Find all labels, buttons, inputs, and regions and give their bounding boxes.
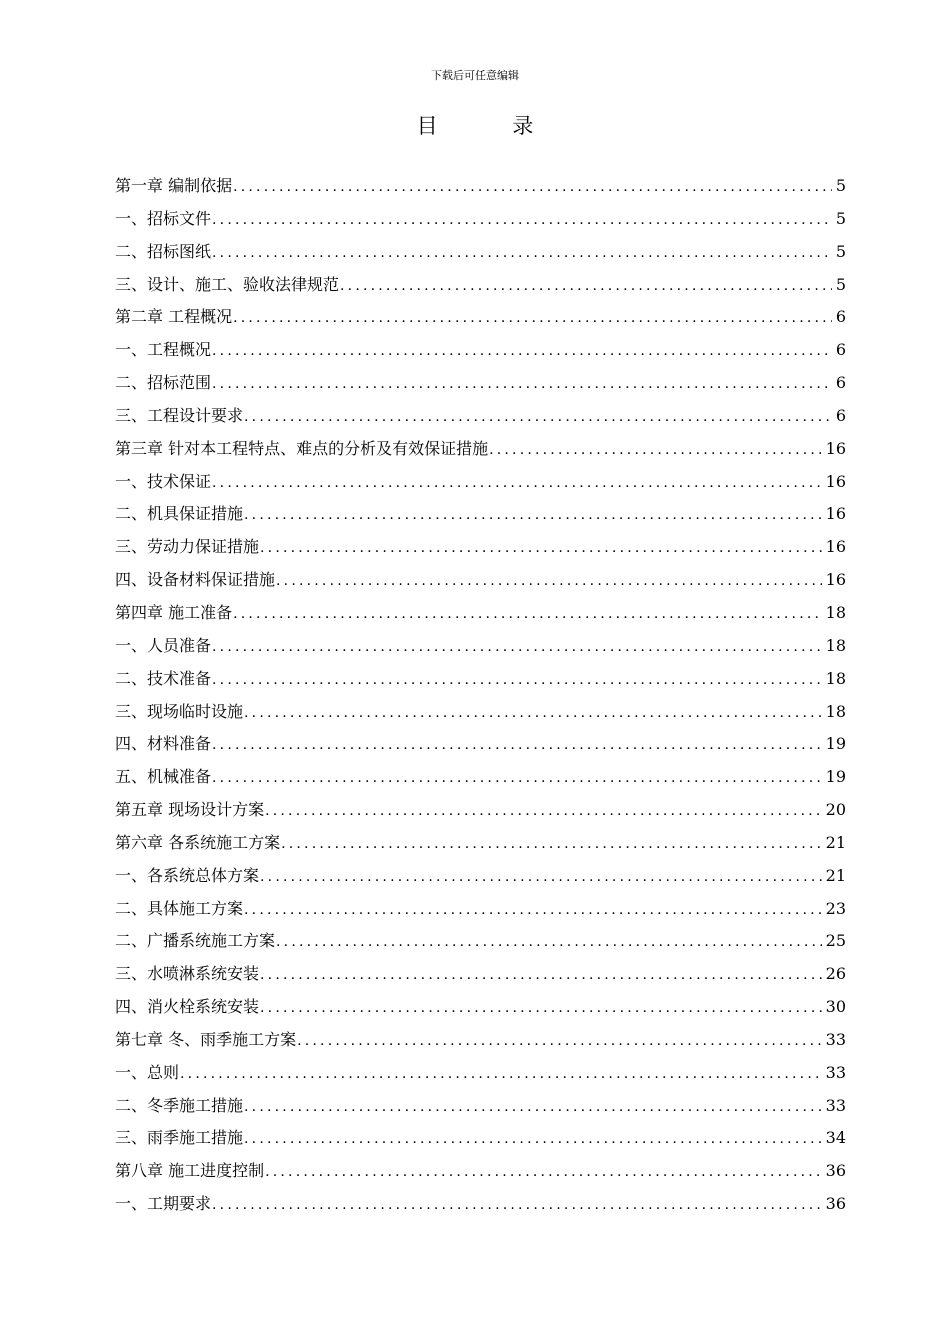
toc-dot-leader xyxy=(260,992,822,1024)
toc-entry-label: 三、劳动力保证措施 xyxy=(115,537,260,557)
toc-entry-page-number: 16 xyxy=(825,537,846,557)
toc-entry[interactable] xyxy=(115,597,846,630)
toc-entry[interactable] xyxy=(115,860,846,893)
toc-entry-page-number: 19 xyxy=(825,734,846,754)
toc-entry-label: 四、设备材料保证措施 xyxy=(115,570,276,590)
toc-entry[interactable] xyxy=(115,564,846,597)
toc-dot-leader xyxy=(212,335,832,367)
toc-dot-leader xyxy=(265,795,822,827)
toc-dot-leader xyxy=(212,664,822,696)
toc-entry-label: 二、冬季施工措施 xyxy=(115,1095,244,1115)
toc-dot-leader xyxy=(212,1189,822,1221)
toc-entry[interactable] xyxy=(115,630,846,663)
toc-entry-label: 第一章 编制依据 xyxy=(115,176,233,195)
toc-entry-label: 第二章 工程概况 xyxy=(115,307,233,327)
toc-entry[interactable] xyxy=(115,663,846,696)
toc-entry-page-number: 6 xyxy=(835,405,846,425)
toc-dot-leader xyxy=(260,959,822,991)
toc-entry[interactable] xyxy=(115,1024,846,1057)
toc-entry-label: 一、招标文件 xyxy=(115,208,212,228)
toc-entry[interactable] xyxy=(115,170,846,203)
toc-dot-leader xyxy=(297,1025,822,1057)
toc-entry-label: 三、设计、施工、验收法律规范 xyxy=(115,274,340,294)
toc-entry[interactable] xyxy=(115,827,846,860)
toc-dot-leader xyxy=(233,598,822,630)
toc-entry-label: 五、机械准备 xyxy=(115,767,212,787)
toc-entry-label: 第七章 冬、雨季施工方案 xyxy=(115,1029,297,1049)
toc-entry[interactable] xyxy=(115,761,846,794)
toc-entry-page-number: 36 xyxy=(825,1161,846,1181)
toc-entry[interactable] xyxy=(115,728,846,761)
toc-dot-leader xyxy=(233,302,832,334)
toc-entry[interactable] xyxy=(115,1057,846,1090)
toc-entry[interactable] xyxy=(115,433,846,466)
toc-entry-page-number: 18 xyxy=(825,602,846,622)
toc-entry-page-number: 18 xyxy=(825,668,846,688)
toc-entry-page-number: 5 xyxy=(835,208,846,228)
toc-entry-label: 第六章 各系统施工方案 xyxy=(115,832,281,852)
toc-entry-page-number: 21 xyxy=(825,865,846,885)
toc-dot-leader xyxy=(489,434,822,466)
toc-dot-leader xyxy=(212,368,832,400)
toc-entry-page-number: 33 xyxy=(825,1029,846,1049)
toc-entry-label: 第四章 施工准备 xyxy=(115,602,233,622)
toc-entry[interactable] xyxy=(115,925,846,958)
toc-entry-page-number: 6 xyxy=(835,307,846,327)
toc-dot-leader xyxy=(212,631,822,663)
toc-entry-page-number: 30 xyxy=(825,997,846,1017)
toc-dot-leader xyxy=(244,697,822,729)
toc-entry-label: 一、人员准备 xyxy=(115,635,212,655)
toc-dot-leader xyxy=(212,237,832,269)
document-title: 目 录 xyxy=(416,114,568,138)
toc-entry[interactable] xyxy=(115,1188,846,1221)
toc-entry-page-number: 23 xyxy=(825,898,846,918)
toc-entry[interactable] xyxy=(115,236,846,269)
toc-entry-label: 二、技术准备 xyxy=(115,668,212,688)
toc-entry-label: 四、消火栓系统安装 xyxy=(115,997,260,1017)
toc-dot-leader xyxy=(212,762,822,794)
toc-entry[interactable] xyxy=(115,301,846,334)
toc-entry-label: 一、各系统总体方案 xyxy=(115,865,260,885)
toc-entry-label: 二、招标范围 xyxy=(115,373,212,393)
toc-entry[interactable] xyxy=(115,531,846,564)
table-of-contents xyxy=(115,170,846,1221)
toc-dot-leader xyxy=(244,1091,822,1123)
toc-entry-page-number: 16 xyxy=(825,504,846,524)
toc-entry-label: 一、工程概况 xyxy=(115,340,212,360)
toc-dot-leader xyxy=(244,499,822,531)
toc-entry-page-number: 19 xyxy=(825,767,846,787)
toc-entry-page-number: 20 xyxy=(825,800,846,820)
toc-dot-leader xyxy=(260,861,822,893)
toc-entry-label: 第五章 现场设计方案 xyxy=(115,800,265,820)
toc-entry[interactable] xyxy=(115,1090,846,1123)
toc-entry-page-number: 5 xyxy=(835,274,846,294)
toc-entry[interactable] xyxy=(115,1122,846,1155)
toc-entry[interactable] xyxy=(115,794,846,827)
toc-entry-label: 四、材料准备 xyxy=(115,734,212,754)
toc-entry[interactable] xyxy=(115,269,846,302)
toc-entry[interactable] xyxy=(115,991,846,1024)
toc-entry-label: 三、水喷淋系统安装 xyxy=(115,964,260,984)
toc-entry[interactable] xyxy=(115,696,846,729)
toc-dot-leader xyxy=(180,1058,822,1090)
toc-entry[interactable] xyxy=(115,893,846,926)
toc-entry-label: 二、广播系统施工方案 xyxy=(115,931,276,951)
toc-entry-label: 二、机具保证措施 xyxy=(115,504,244,524)
toc-entry-page-number: 6 xyxy=(835,373,846,393)
toc-dot-leader xyxy=(244,401,832,433)
toc-entry-label: 一、工期要求 xyxy=(115,1194,212,1214)
toc-entry-page-number: 16 xyxy=(825,438,846,458)
toc-entry-page-number: 25 xyxy=(825,931,846,951)
toc-dot-leader xyxy=(244,894,822,926)
toc-entry-page-number: 5 xyxy=(835,176,846,195)
toc-entry[interactable] xyxy=(115,334,846,367)
toc-entry[interactable] xyxy=(115,400,846,433)
toc-entry-page-number: 21 xyxy=(825,832,846,852)
toc-dot-leader xyxy=(212,467,822,499)
toc-entry-page-number: 18 xyxy=(825,701,846,721)
header-note: 下载后可任意编辑 xyxy=(431,69,519,82)
toc-dot-leader xyxy=(244,1123,822,1155)
toc-entry-page-number: 26 xyxy=(825,964,846,984)
toc-dot-leader xyxy=(281,828,822,860)
toc-dot-leader xyxy=(340,270,832,302)
toc-entry-label: 第八章 施工进度控制 xyxy=(115,1161,265,1181)
toc-entry[interactable] xyxy=(115,1155,846,1188)
toc-entry-label: 一、总则 xyxy=(115,1062,180,1082)
toc-dot-leader xyxy=(265,1156,822,1188)
toc-entry-page-number: 34 xyxy=(825,1128,846,1148)
toc-entry-label: 二、招标图纸 xyxy=(115,241,212,261)
toc-entry-page-number: 18 xyxy=(825,635,846,655)
toc-entry[interactable] xyxy=(115,203,846,236)
toc-entry[interactable] xyxy=(115,367,846,400)
toc-entry-page-number: 6 xyxy=(835,340,846,360)
toc-dot-leader xyxy=(276,926,822,958)
toc-entry-page-number: 36 xyxy=(825,1194,846,1214)
toc-entry[interactable] xyxy=(115,498,846,531)
toc-entry-page-number: 16 xyxy=(825,471,846,491)
toc-entry-label: 三、工程设计要求 xyxy=(115,405,244,425)
toc-entry-label: 二、具体施工方案 xyxy=(115,898,244,918)
toc-entry-label: 第三章 针对本工程特点、难点的分析及有效保证措施 xyxy=(115,438,489,458)
toc-entry-page-number: 33 xyxy=(825,1095,846,1115)
toc-entry[interactable] xyxy=(115,466,846,499)
toc-entry-page-number: 16 xyxy=(825,570,846,590)
toc-dot-leader xyxy=(212,729,822,761)
toc-entry-label: 三、雨季施工措施 xyxy=(115,1128,244,1148)
toc-dot-leader xyxy=(212,204,832,236)
toc-dot-leader xyxy=(276,565,822,597)
toc-entry-page-number: 5 xyxy=(835,241,846,261)
toc-dot-leader xyxy=(260,532,822,564)
toc-dot-leader xyxy=(233,171,832,203)
toc-entry-page-number: 33 xyxy=(825,1062,846,1082)
toc-entry-label: 三、现场临时设施 xyxy=(115,701,244,721)
toc-entry-label: 一、技术保证 xyxy=(115,471,212,491)
toc-entry[interactable] xyxy=(115,958,846,991)
